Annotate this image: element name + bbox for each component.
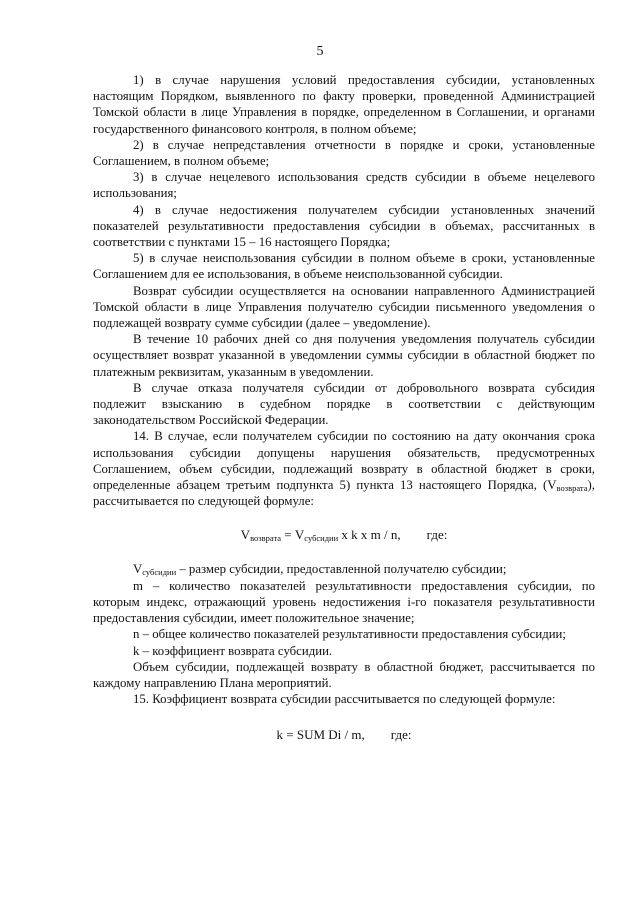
- formula-refund-volume: [93, 527, 595, 543]
- definition-v-text: – размер субсидии, предоставленной получателю субсидии;: [176, 562, 507, 577]
- formula-eq: = V: [281, 527, 305, 543]
- per-direction-paragraph: Объем субсидии, подлежащей возврату в областной бюджет, рассчитывается по каждому направлению Плана мероприятий.: [93, 659, 595, 690]
- clause-14-text: 14. В случае, если получателем субсидии по состоянию на дату окончания срока использования субсидии допущены нарушения обязательств, предусмотренных Соглашением, объем субсидии, подлежащий возврату в областной бюджет в сроки, определенные абзацем третьим подпункта 5) пункта 13 настоящего Порядка, (V: [93, 429, 595, 493]
- refund-basis-paragraph: Возврат субсидии осуществляется на основании направленного Администрацией Томской области в лице Управления получателю субсидии письменного уведомления о подлежащей возврату сумме субсидии (далее – уведомление).: [93, 283, 595, 331]
- formula-sub-subsidy: субсидии: [304, 533, 339, 544]
- clause-14-subscript: возврата: [556, 483, 588, 494]
- formula2-where: где:: [390, 727, 412, 743]
- list-item-5: 5) в случае неиспользования субсидии в полном объеме в сроки, установленные Соглашением для ее использования, в объеме неиспользованной субсидии.: [93, 251, 595, 282]
- list-item-3: 3) в случае нецелевого использования средств субсидии в объеме нецелевого использования;: [93, 170, 595, 201]
- definition-v: $V_{субсидии}$ – размер субсидии, предоставленной получателю субсидии;: [133, 562, 507, 578]
- definition-v-sub: субсидии: [142, 567, 177, 578]
- list-item-2: 2) в случае непредставления отчетности в порядке и сроки, установленные Соглашением, в полном объеме;: [93, 137, 595, 169]
- clause-14-tail: ), рассчитывается по следующей формуле:: [93, 478, 595, 509]
- list-item-1: 1) в случае нарушения условий предоставления субсидии, установленных настоящим Порядком, выявленного по факту проверки, проведенной Администрацией Томской области в лице Управления в порядке, определенном в Соглашении, и органами государственного финансового контроля, в полном объеме;: [93, 73, 595, 136]
- definition-k: k – коэффициент возврата субсидии.: [133, 643, 333, 658]
- clause-15: 15. Коэффициент возврата субсидии рассчитывается по следующей формуле:: [133, 692, 556, 707]
- refund-deadline-paragraph: В течение 10 рабочих дней со дня получения уведомления получатель субсидии осуществляет возврат указанной в уведомлении суммы субсидии в областной бюджет по платежным реквизитам, указанным в уведомлении.: [93, 332, 595, 379]
- page-number: 5: [316, 44, 324, 59]
- document-body: [93, 72, 595, 743]
- list-item-4: 4) в случае недостижения получателем субсидии установленных значений показателей результативности предоставления субсидии в объемах, рассчитанных в соответствии с пунктами 15 – 16 настоящего Порядка;: [93, 202, 595, 250]
- formula-v: V: [240, 527, 251, 543]
- formula-coefficient: [93, 727, 595, 743]
- definition-n: n – общее количество показателей результативности предоставления субсидии;: [133, 627, 566, 642]
- definition-m: m – количество показателей результативности предоставления субсидии, по которым индекс, отражающий уровень недостижения i-го показателя результативности предоставления субсидии, имеет положительное значение;: [93, 578, 595, 626]
- formula-sub-refund: возврата: [250, 533, 282, 544]
- formula-where: где:: [426, 527, 448, 543]
- formula2-expr: k = SUM Di / m,: [276, 727, 365, 743]
- refund-refusal-paragraph: В случае отказа получателя субсидии от добровольного возврата субсидия подлежит взысканию в судебном порядке в соответствии с действующим законодательством Российской Федерации.: [93, 380, 595, 428]
- formula-rest: x k x m / n,: [338, 527, 401, 543]
- clause-14: [93, 428, 595, 509]
